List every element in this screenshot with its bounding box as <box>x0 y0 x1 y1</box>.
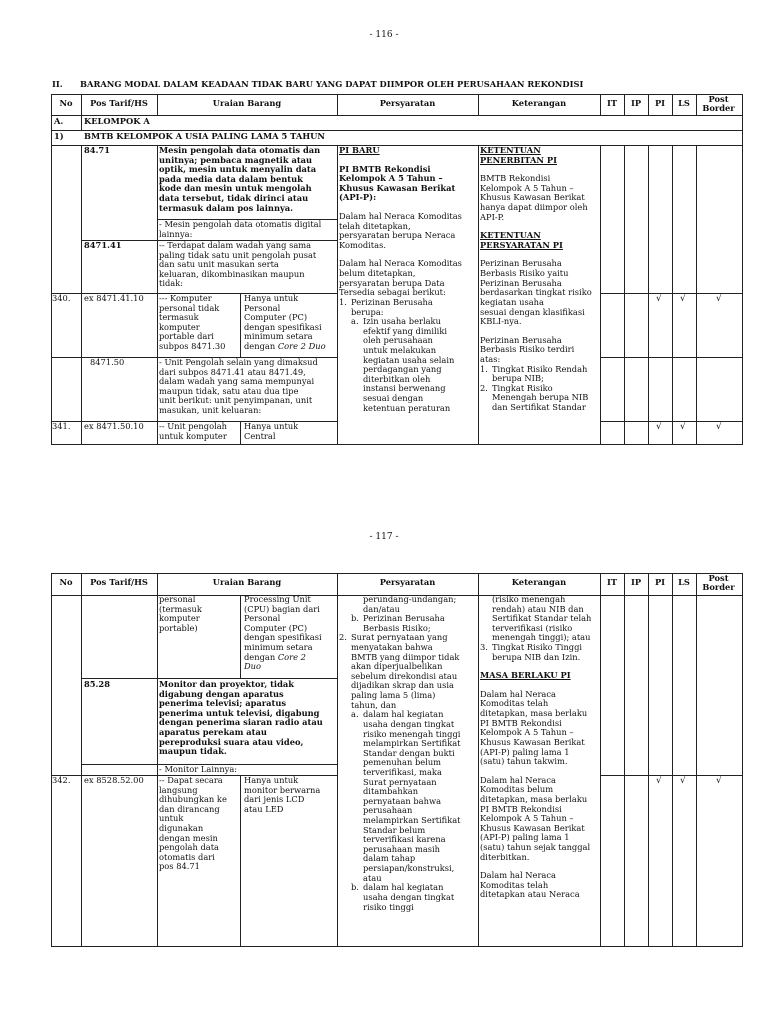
header-ls-2: LS <box>678 578 690 587</box>
header-it: IT <box>606 99 618 108</box>
header-pos-tarif-2: Pos Tarif/HS <box>90 578 148 587</box>
uraian-847141: -- Terdapat dalam wadah yang sama paling tidak satu unit pengolah pusat dan satu unit masukan serta keluaran, dikombinasikan maupun tidak: <box>159 241 317 289</box>
row-340-no: 340. <box>52 294 71 303</box>
header-no-2: No <box>59 578 73 587</box>
header-pi: PI <box>654 99 666 108</box>
row-341-uraian: -- Unit pengolah untuk komputer <box>159 422 228 441</box>
header-ls: LS <box>678 99 690 108</box>
row-342-pi-check: √ <box>656 776 662 786</box>
header-post-border-2: Post Border <box>702 574 735 593</box>
row-340-hs: ex 8471.41.10 <box>84 294 144 303</box>
header-pi-2: PI <box>654 578 666 587</box>
row-342-no: 342. <box>52 776 71 785</box>
row-341-no: 341. <box>52 422 71 431</box>
header-pos-tarif: Pos Tarif/HS <box>90 99 148 108</box>
header-keterangan: Keterangan <box>511 99 567 108</box>
header-ip: IP <box>630 99 642 108</box>
persyaratan-text-page-117: perundang-undangan; dan/atau b. Perizinan Berusaha Berbasis Risiko; 2. Surat pernyataan yang menyatakan bahwa BMTB yang diimpor tidak akan diperjualbelikan sebelum direkondisi atau dijadikan skrap dan usia paling lama 5 (lima) tahun, dan a. dalam hal kegiatan usaha dengan tingkat risiko menengah tinggi melampirkan Sertifikat Standar dengan bukti pemenuhan belum terverifikasi, maka Surat pernyataan ditambahkan pernyataan bahwa perusahaan melampirkan Sertifikat Standar belum terverifikasi karena perusahaan masih dalam tahap persiapan/konstruksi, atau b. dalam hal kegiatan usaha dengan tingkat risiko tinggi <box>339 595 461 912</box>
subgroup-num: 1) <box>54 132 64 141</box>
hs-code-847141: 8471.41 <box>84 241 122 250</box>
group-a-num: A. <box>54 117 64 126</box>
row-340-ls-check: √ <box>680 294 686 304</box>
header-keterangan-2: Keterangan <box>511 578 567 587</box>
page-number-117: - 117 - <box>369 532 399 542</box>
section-title: II. BARANG MODAL DALAM KEADAAN TIDAK BARU YANG DAPAT DIIMPOR OLEH PERUSAHAAN REKONDISI <box>52 79 584 89</box>
keterangan-text-page-116: KETENTUAN PENERBITAN PI BMTB Rekondisi Kelompok A 5 Tahun – Khusus Kawasan Berikat hanya dapat diimpor oleh API-P. KETENTUAN PERSYARATAN PI Perizinan Berusaha Berbasis Risiko yaitu Perizinan Berusaha berdasarkan tingkat risiko kegiatan usaha sesuai dengan klasifikasi KBLI-nya. Perizinan Berusaha Berbasis Risiko terdiri atas: 1. Tingkat Risiko Rendah berupa NIB; 2. Tingkat Risiko Menengah berupa NIB dan Sertifikat Standar <box>480 146 592 413</box>
header-persyaratan: Persyaratan <box>379 99 436 108</box>
row-340-uraian: --- Komputer personal tidak termasuk komputer portable dari subpos 8471.30 <box>159 294 226 352</box>
row-342-keterangan: Hanya untuk monitor berwarna dari jenis LCD atau LED <box>244 776 321 814</box>
row-342-uraian: -- Dapat secara langsung dihubungkan ke dan dirancang untuk digunakan dengan mesin pengolah data otomatis dari pos 84.71 <box>159 776 227 872</box>
keterangan-text-page-117: (risiko menengah rendah) atau NIB dan Sertifikat Standar telah terverifikasi (risiko menengah tinggi); atau 3. Tingkat Risiko Tinggi berupa NIB dan Izin. MASA BERLAKU PI Dalam hal Neraca Komoditas telah ditetapkan, masa berlaku PI BMTB Rekondisi Kelompok A 5 Tahun – Khusus Kawasan Berikat (API-P) paling lama 1 (satu) tahun takwim. Dalam hal Neraca Komoditas belum ditetapkan, masa berlaku PI BMTB Rekondisi Kelompok A 5 Tahun – Khusus Kawasan Berikat (API-P) paling lama 1 (satu) tahun sejak tanggal diterbitkan. Dalam hal Neraca Komoditas telah ditetapkan atau Neraca <box>480 595 592 900</box>
row-341-hs: ex 8471.50.10 <box>84 422 144 431</box>
header-it-2: IT <box>606 578 618 587</box>
uraian-8471: Mesin pengolah data otomatis dan unitnya; pembaca magnetik atau optik, mesin untuk menyalin data pada media data dalam bentuk kode dan mesin untuk mengolah data tersebut, tidak dirinci atau termasuk dalam pos lainnya. <box>159 146 321 213</box>
hs-code-8471: 84.71 <box>84 146 110 155</box>
row-340-pi-check: √ <box>656 294 662 304</box>
row-341-ls-check: √ <box>680 422 686 432</box>
header-post-border: Post Border <box>702 95 735 114</box>
row-341-keterangan: Hanya untuk Central <box>244 422 299 441</box>
header-uraian-2: Uraian Barang <box>212 578 282 587</box>
row-342-hs: ex 8528.52.00 <box>84 776 144 785</box>
row-342-ls-check: √ <box>680 776 686 786</box>
group-a-title: KELOMPOK A <box>84 117 150 126</box>
row-341-postborder-check: √ <box>716 422 722 432</box>
subgroup-title: BMTB KELOMPOK A USIA PALING LAMA 5 TAHUN <box>84 132 325 141</box>
page-number: - 116 - <box>369 30 399 40</box>
row-341-pi-check: √ <box>656 422 662 432</box>
header-no: No <box>59 99 73 108</box>
row-340-keterangan: Hanya untuk Personal Computer (PC) dengan spesifikasi minimum setara dengan Core 2 Duo <box>244 294 326 352</box>
row-342-postborder-check: √ <box>716 776 722 786</box>
uraian-monitor-lainnya: - Monitor Lainnya: <box>159 765 238 774</box>
persyaratan-text-page-116: PI BARU PI BMTB Rekondisi Kelompok A 5 Tahun – Khusus Kawasan Berikat (API-P): Dalam hal Neraca Komoditas telah ditetapkan, persyaratan berupa Neraca Komoditas. Dalam hal Neraca Komoditas belum ditetapkan, persyaratan berupa Data Tersedia sebagai berikut: 1. Perizinan Berusaha berupa: a. Izin usaha berlaku efektif yang dimiliki oleh perusahaan untuk melakukan kegiatan usaha selain perdagangan yang diterbitkan oleh instansi berwenang sesuai dengan ketentuan peraturan <box>339 146 462 413</box>
header-uraian: Uraian Barang <box>212 99 282 108</box>
uraian-8528: Monitor dan proyektor, tidak digabung dengan aparatus penerima televisi; aparatus penerima untuk televisi, digabung dengan penerima siaran radio atau aparatus perekam atau pereproduksi suara atau video, maupun tidak. <box>159 680 323 757</box>
header-ip-2: IP <box>630 578 642 587</box>
uraian-847150: - Unit Pengolah selain yang dimaksud dari subpos 8471.41 atau 8471.49, dalam wadah yang sama mempunyai maupun tidak, satu atau dua tipe unit berikut: unit penyimpanan, unit masukan, unit keluaran: <box>159 358 318 416</box>
uraian-mesin-lainnya: - Mesin pengolah data otomatis digital lainnya: <box>159 220 322 239</box>
uraian-cont-left: personal (termasuk komputer portable) <box>159 595 202 633</box>
hs-code-8528: 85.28 <box>84 680 110 689</box>
hs-code-847150: 8471.50 <box>90 358 125 367</box>
header-persyaratan-2: Persyaratan <box>379 578 436 587</box>
row-340-postborder-check: √ <box>716 294 722 304</box>
uraian-cont-right: Processing Unit (CPU) bagian dari Personal Computer (PC) dengan spesifikasi minimum setara dengan Core 2 Duo <box>244 595 322 672</box>
